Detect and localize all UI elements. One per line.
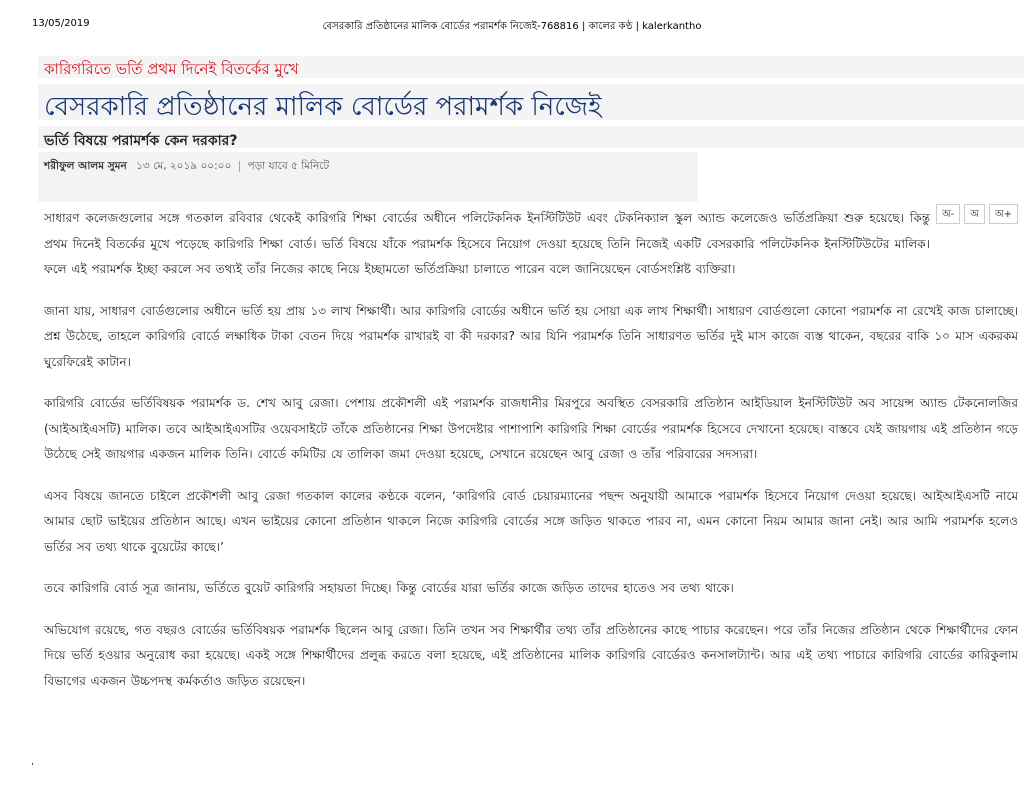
article-paragraph: এসব বিষয়ে জানতে চাইলে প্রকৌশলী আবু রেজা গতকাল কালের কণ্ঠকে বলেন, ‘কারিগরি বোর্ড চেয়ারম্যানের পছন্দ অনুযায়ী আমাকে পরামর্শক হিসেবে নিয়োগ দেওয়া হয়েছে। আইআইএসটি নামে আমার ছোট ভাইয়ের প্রতিষ্ঠান আছে। এখন ভাইয়ের কোনো প্রতিষ্ঠান থাকলে নিজে কারিগরি বোর্ডের সঙ্গে জড়িত থাকতে পারব না, এমন কোনো নিয়ম আমার জানা নেই। আর আমি পরামর্শক হলেও ভর্তির সব তথ্য থাকে বুয়েটের কাছে।’	[44, 488, 1018, 554]
byline	[44, 159, 329, 176]
print-header	[0, 0, 1024, 40]
byline-separator: |	[237, 160, 242, 172]
decrease-font-button[interactable]: অ-	[936, 204, 960, 224]
article-paragraph: কারিগরি বোর্ডের ভর্তিবিষয়ক পরামর্শক ড. শেখ আবু রেজা। পেশায় প্রকৌশলী এই পরামর্শক রাজধানীর মিরপুরে অবস্থিত বেসরকারি প্রতিষ্ঠান আইডিয়াল ইনস্টিটিউট অব সায়েন্স অ্যান্ড টেকনোলজির (আইআইএসটি) মালিক। তবে আইআইএসটির ওয়েবসাইটে তাঁকে প্রতিষ্ঠানের শিক্ষা উপদেষ্টার পাশাপাশি কারিগরি শিক্ষা বোর্ডের পরামর্শক হিসেবে দেখানো হয়েছে। বাস্তবে যেই জায়গায় এই প্রতিষ্ঠান গড়ে উঠেছে সেই জায়গার একজন মালিক তিনি। বোর্ডে কমিটির যে তালিকা জমা দেওয়া হয়েছে, সেখানে রয়েছেন আবু রেজা ও তাঁর পরিবারের সদস্যরা।	[44, 396, 1018, 461]
print-date: 13/05/2019	[32, 18, 90, 29]
print-page-title: বেসরকারি প্রতিষ্ঠানের মালিক বোর্ডের পরামর্শক নিজেই-768816 | কালের কণ্ঠ | kalerkantho	[322, 21, 702, 32]
article-shoulder: কারিগরিতে ভর্তি প্রথম দিনেই বিতর্কের মুখে	[44, 60, 299, 78]
article-headline: বেসরকারি প্রতিষ্ঠানের মালিক বোর্ডের পরামর্শক নিজেই	[44, 92, 602, 122]
increase-font-button[interactable]: অ+	[989, 204, 1018, 224]
article-body	[44, 206, 1018, 710]
edge-mark: ʻ	[31, 762, 35, 773]
article-paragraph: সাধারণ কলেজগুলোর সঙ্গে গতকাল রবিবার থেকেই কারিগরি শিক্ষা বোর্ডের অধীনে পলিটেকনিক ইনস্টিটিউট এবং টেকনিক্যাল স্কুল অ্যান্ড কলেজেও ভর্তিপ্রক্রিয়া শুরু হয়েছে। কিন্তু প্রথম দিনেই বিতর্কের মুখে পড়েছে কারিগরি শিক্ষা বোর্ড। ভর্তি বিষয়ে যাঁকে পরামর্শক হিসেবে নিয়োগ দেওয়া হয়েছে তিনি নিজেই একটি বেসরকারি পলিটেকনিক ইনস্টিটিউটের মালিক। ফলে এই পরামর্শক ইচ্ছা করলে সব তথ্যই তাঁর নিজের কাছে নিয়ে ইচ্ছামতো ভর্তিপ্রক্রিয়া চালাতে পারেন বলে জানিয়েছেন বোর্ডসংশ্লিষ্ট ব্যক্তিরা।	[44, 211, 930, 276]
read-time: পড়া যাবে ৫ মিনিটে	[247, 160, 330, 172]
article-subheadline: ভর্তি বিষয়ে পরামর্শক কেন দরকার?	[44, 133, 238, 149]
article-paragraph: জানা যায়, সাধারণ বোর্ডগুলোর অধীনে ভর্তি হয় প্রায় ১৩ লাখ শিক্ষার্থী। আর কারিগরি বোর্ডের অধীনে ভর্তি হয় সোয়া এক লাখ শিক্ষার্থী। সাধারণ বোর্ডগুলো কোনো পরামর্শক না রেখেই কাজ চালাচ্ছে। প্রশ্ন উঠেছে, তাহলে কারিগরি বোর্ডে লক্ষাধিক টাকা বেতন দিয়ে পরামর্শক রাখারই বা কী দরকার? আর যিনি পরামর্শক তিনি সাধারণত ভর্তির দুই মাস কাজে ব্যস্ত থাকেন, বছরের বাকি ১০ মাস একরকম ঘুরেফিরেই কাটান।	[44, 303, 1018, 369]
publish-date: ১৩ মে, ২০১৯ ০০:০০	[136, 160, 232, 172]
article-paragraph: তবে কারিগরি বোর্ড সূত্র জানায়, ভর্তিতে বুয়েট কারিগরি সহায়তা দিচ্ছে। কিন্তু বোর্ডের যারা ভর্তির কাজে জড়িত তাদের হাতেও সব তথ্য থাকে।	[44, 581, 734, 595]
article-paragraph: অভিযোগ রয়েছে, গত বছরও বোর্ডের ভর্তিবিষয়ক পরামর্শক ছিলেন আবু রেজা। তিনি তখন সব শিক্ষার্থীর তথ্য তাঁর প্রতিষ্ঠানের কাছে পাচার করেছেন। পরে তাঁর নিজের প্রতিষ্ঠান থেকে শিক্ষার্থীদের ফোন দিয়ে ভর্তি হওয়ার অনুরোধ করা হয়েছে। একই সঙ্গে শিক্ষার্থীদের প্রলুব্ধ করতে বলা হয়েছে, এই প্রতিষ্ঠানের মালিক কারিগরি বোর্ডেরও কনসালট্যান্ট। আর এই তথ্য পাচারে কারিগরি বোর্ডের কারিকুলাম বিভাগের একজন উচ্চপদস্থ কর্মকর্তাও জড়িত রয়েছেন।	[44, 622, 1018, 688]
author-name[interactable]: শরীফুল আলম সুমন	[44, 160, 127, 172]
reset-font-button[interactable]: অ	[964, 204, 985, 224]
